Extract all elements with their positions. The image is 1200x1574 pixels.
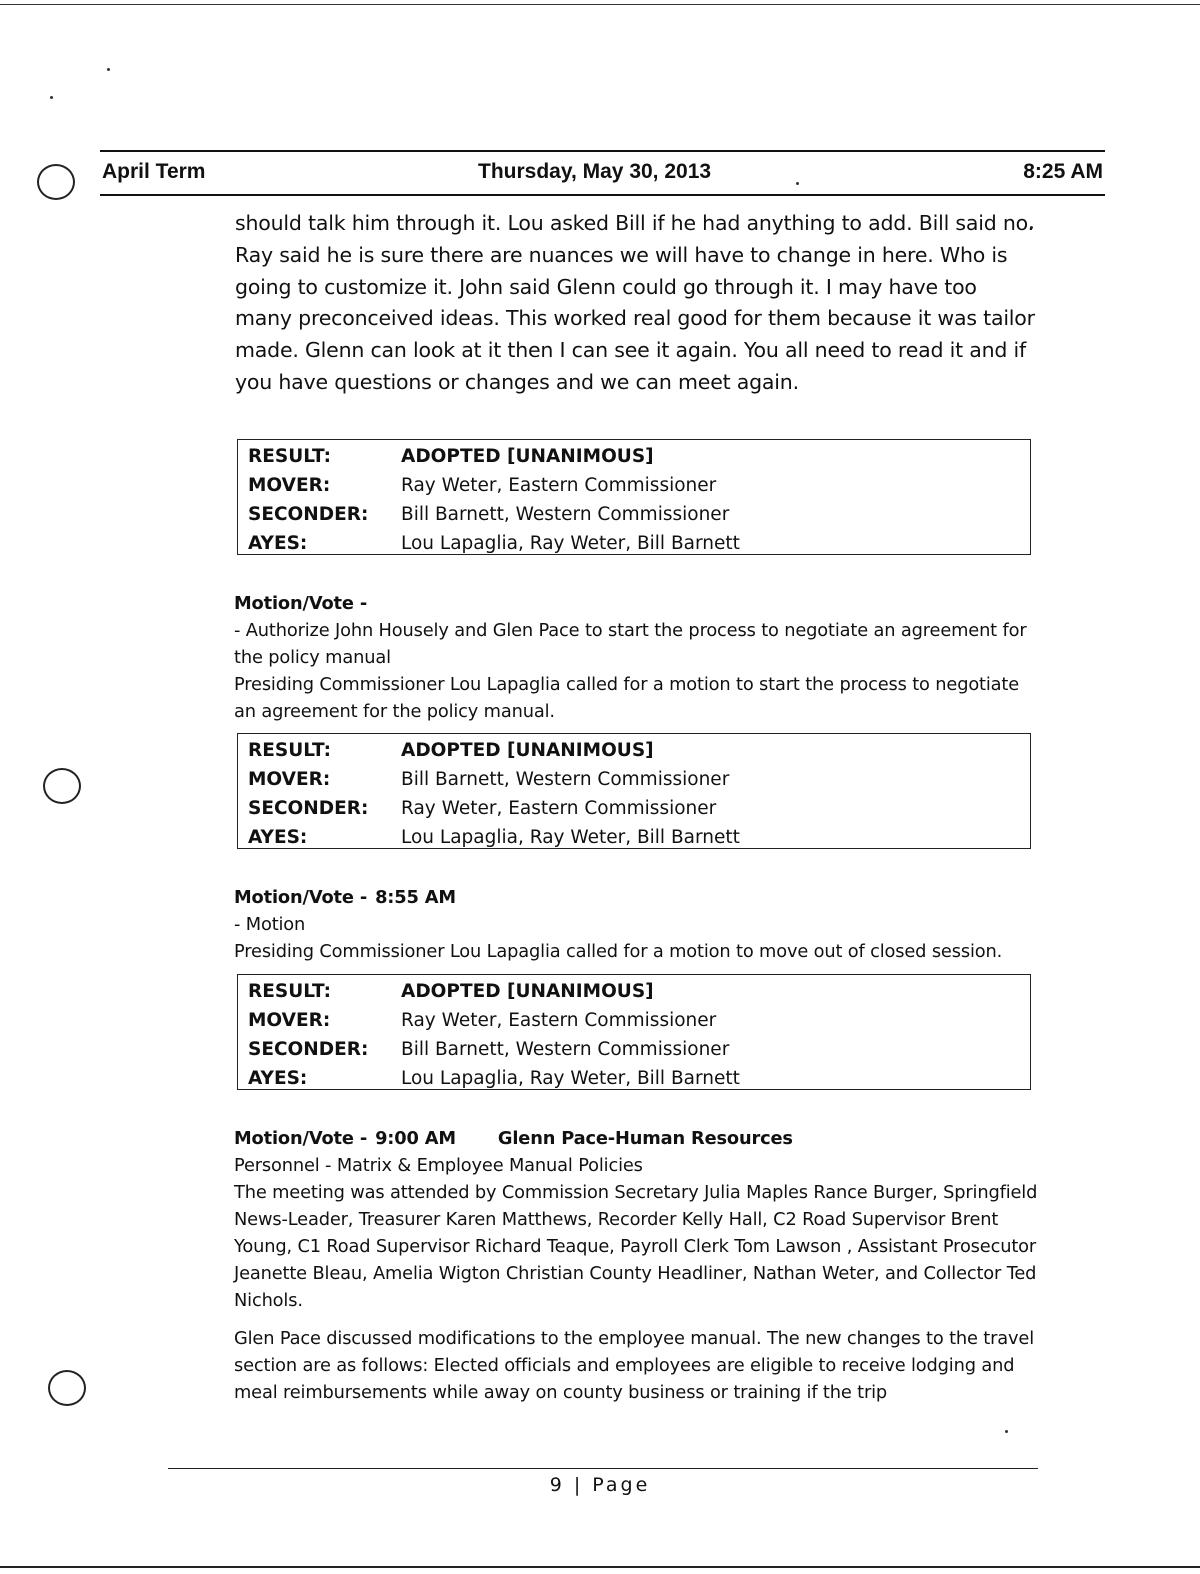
seconder-value: Ray Weter, Eastern Commissioner: [401, 798, 717, 819]
seconder-value: Bill Barnett, Western Commissioner: [401, 1039, 730, 1060]
result-value: ADOPTED [UNANIMOUS]: [401, 740, 654, 761]
motion-time: 8:55 AM: [375, 887, 456, 908]
closing-paragraph: Glen Pace discussed modifications to the employee manual. The new changes to the travel section are as follows: Elected officials and employees are eligible to receive lodging and meal reimbursements while away on county business or training if the trip: [234, 1328, 1034, 1404]
motion-title-label: Motion/Vote -: [234, 1128, 368, 1149]
motion-title-label: Motion/Vote -: [234, 887, 368, 908]
scan-bottom-edge: [0, 1566, 1200, 1568]
attendance-text: The meeting was attended by Commission Secretary Julia Maples Rance Burger, Springfield News-Leader, Treasurer Karen Matthews, Recorder Kelly Hall, C2 Road Supervisor Brent Young, C1 Road Supervisor Richard Teaque, Payroll Clerk Tom Lawson , Assistant Prosecutor Jeanette Bleau, Amelia Wigton Christian County Headliner, Nathan Weter, and Collector Ted Nichols.: [234, 1182, 1038, 1311]
mover-label: MOVER:: [248, 769, 331, 790]
mover-value: Ray Weter, Eastern Commissioner: [401, 1010, 717, 1031]
seconder-value: Bill Barnett, Western Commissioner: [401, 504, 730, 525]
motion-title: [234, 1125, 1044, 1152]
vote-result-box: [237, 974, 1031, 1090]
page-footer: [0, 1474, 1200, 1496]
motion-title: [234, 884, 1044, 911]
page-separator: |: [573, 1474, 584, 1496]
ayes-label: AYES:: [248, 827, 308, 848]
header-term: April Term: [102, 160, 206, 183]
page-number: 9: [549, 1474, 565, 1496]
mover-value: Ray Weter, Eastern Commissioner: [401, 475, 717, 496]
header-time: 8:25 AM: [1023, 160, 1103, 183]
scan-speck: [107, 68, 110, 71]
result-label: RESULT:: [248, 740, 331, 761]
motion-description: Personnel - Matrix & Employee Manual Policies: [234, 1155, 643, 1176]
motion-description: - Authorize John Housely and Glen Pace to start the process to negotiate an agreement for the policy manual: [234, 620, 1027, 668]
page-word: Page: [592, 1474, 651, 1496]
motion-title: [234, 590, 1044, 617]
mover-label: MOVER:: [248, 1010, 331, 1031]
ayes-label: AYES:: [248, 533, 308, 554]
header-date: Thursday, May 30, 2013: [478, 160, 712, 183]
scan-speck: [1005, 1430, 1008, 1433]
ayes-value: Lou Lapaglia, Ray Weter, Bill Barnett: [401, 827, 740, 848]
binder-hole-middle: [43, 768, 81, 804]
binder-hole-bottom: [48, 1370, 86, 1406]
result-label: RESULT:: [248, 981, 331, 1002]
ayes-label: AYES:: [248, 1068, 308, 1089]
binder-hole-top: [37, 164, 75, 200]
motion-title-label: Motion/Vote -: [234, 593, 368, 614]
page-header: [100, 150, 1105, 196]
ayes-value: Lou Lapaglia, Ray Weter, Bill Barnett: [401, 1068, 740, 1089]
mover-value: Bill Barnett, Western Commissioner: [401, 769, 730, 790]
intro-paragraph: should talk him through it. Lou asked Bill if he had anything to add. Bill said no. Ray said he is sure there are nuances we will have to change in here. Who is going to customize it. John said Glenn could go through it. I may have too many preconceived ideas. This worked real good for them because it was tailor made. Glenn can look at it then I can see it again. You all need to read it and if you have questions or changes and we can meet again.: [235, 211, 1035, 394]
motion-department: Glenn Pace-Human Resources: [497, 1128, 793, 1149]
motion-call-text: Presiding Commissioner Lou Lapaglia called for a motion to move out of closed session.: [234, 941, 1003, 962]
scan-top-edge: [0, 4, 1200, 5]
footer-rule: [168, 1468, 1038, 1469]
seconder-label: SECONDER:: [248, 504, 369, 525]
seconder-label: SECONDER:: [248, 798, 369, 819]
motion-section: [234, 1125, 1044, 1314]
scan-speck: [50, 96, 53, 99]
mover-label: MOVER:: [248, 475, 331, 496]
motion-time: 9:00 AM: [375, 1128, 456, 1149]
motion-call-text: Presiding Commissioner Lou Lapaglia called for a motion to start the process to negotiate an agreement for the policy manual.: [234, 674, 1020, 722]
vote-result-box: [237, 733, 1031, 849]
result-value: ADOPTED [UNANIMOUS]: [401, 446, 654, 467]
vote-result-box: [237, 439, 1031, 555]
ayes-value: Lou Lapaglia, Ray Weter, Bill Barnett: [401, 533, 740, 554]
result-value: ADOPTED [UNANIMOUS]: [401, 981, 654, 1002]
motion-description: - Motion: [234, 914, 306, 935]
seconder-label: SECONDER:: [248, 1039, 369, 1060]
motion-section: [234, 884, 1044, 965]
motion-section: [234, 590, 1044, 725]
result-label: RESULT:: [248, 446, 331, 467]
